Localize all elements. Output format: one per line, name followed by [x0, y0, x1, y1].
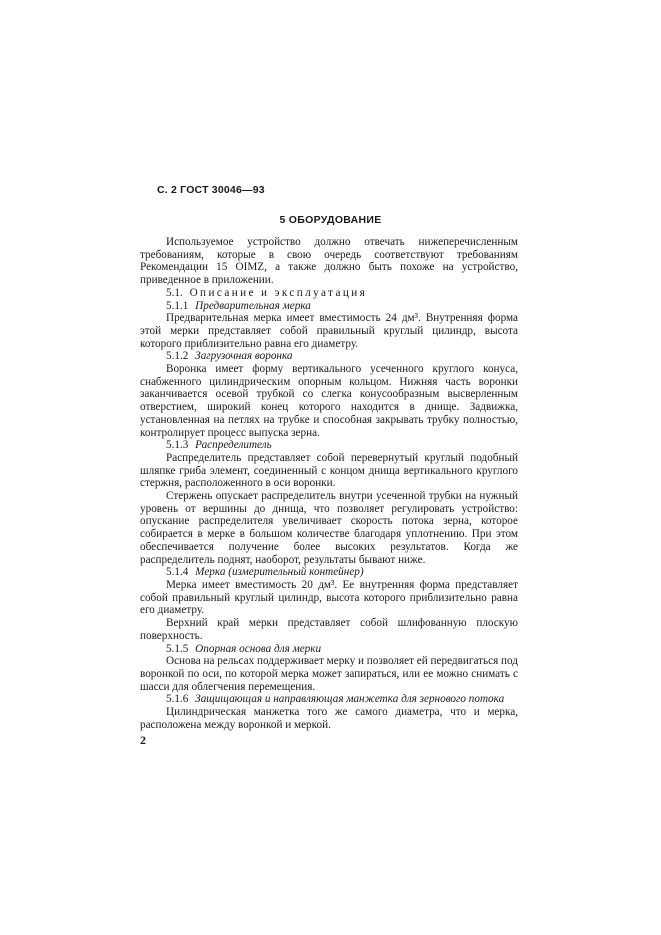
subsection-title: Предварительная мерка: [195, 299, 311, 312]
subsection-number: 5.1.4: [166, 566, 189, 579]
subsection-number: 5.1.2: [166, 350, 189, 363]
subsection-title: Распределитель: [195, 439, 272, 452]
subsection-title: Загрузочная воронка: [195, 350, 293, 363]
subsection-5-1: [140, 287, 518, 300]
paragraph-5-1-4-a: Мерка имеет вместимость 20 дм³. Ее внутренняя форма представляет собой правильный круглый цилиндр, высота которого приблизительно равна его диаметру.: [140, 578, 518, 617]
subsection-title: Описание и эксплуатация: [189, 286, 368, 299]
paragraph-5-1-4-b: Верхний край мерки представляет собой шлифованную плоскую поверхность.: [140, 617, 518, 642]
subsection-number: 5.1.6: [166, 693, 189, 706]
paragraph-5-1-3-a: Распределитель представляет собой перевернутый круглый подобный шляпке гриба элемент, соединенный с концом днища вертикального круглого стержня, расположенного в оси воронки.: [140, 451, 518, 490]
subsection-5-1-2: [140, 350, 518, 363]
paragraph-5-1-6: Цилиндрическая манжетка того же самого диаметра, что и мерка, расположена между воронкой и меркой.: [140, 706, 518, 731]
paragraph-5-1-5: Основа на рельсах поддерживает мерку и позволяет ей передвигаться под воронкой по оси, по которой мерка может запираться, или ее можно снимать с шасси для облегчения перемещения.: [140, 655, 518, 693]
page-number: 2: [140, 733, 146, 747]
subsection-title: Мерка (измерительный контейнер): [195, 566, 364, 579]
subsection-5-1-6: [140, 693, 518, 706]
subsection-number: 5.1.: [166, 286, 183, 299]
subsection-title: Опорная основа для мерки: [195, 642, 322, 655]
subsection-5-1-3: [140, 439, 518, 452]
subsection-number: 5.1.5: [166, 642, 189, 655]
section-title: 5 ОБОРУДОВАНИЕ: [279, 214, 382, 226]
paragraph-5-1-1: Предварительная мерка имеет вместимость 24 дм³. Внутренняя форма этой мерки представляет собой правильный круглый цилиндр, высота которого приблизительно равна его диаметру.: [140, 312, 518, 350]
paragraph-5-1-2: Воронка имеет форму вертикального усеченного круглого конуса, снабженного цилиндрическим опорным кольцом. Нижняя часть воронки заканчивается осевой трубкой со слегка конусообразным высверленным отверстием, широкий конец которого находится в днище. Задвижка, установленная на петлях на трубке и способная закрывать трубку полностью, контролирует процесс выпуска зерна.: [140, 363, 518, 439]
page-header: С. 2 ГОСТ 30046—93: [157, 184, 265, 196]
subsection-number: 5.1.1: [166, 299, 189, 312]
subsection-title: Защищающая и направляющая манжетка для зернового потока: [195, 693, 505, 706]
subsection-number: 5.1.3: [166, 439, 189, 452]
subsection-5-1-5: [140, 643, 518, 656]
intro-paragraph: Используемое устройство должно отвечать нижеперечисленным требованиям, которые в свою очередь соответствуют требованиям Рекомендации 15 OIMZ, а также должно быть похоже на устройство, приведенное в приложении.: [140, 236, 518, 287]
subsection-5-1-1: [140, 300, 518, 313]
body-text: [140, 236, 518, 731]
paragraph-5-1-3-b: Стержень опускает распределитель внутри усеченной трубки на нужный уровень от вершины до днища, что позволяет регулировать устройство: опускание распределителя увеличивает скорость потока зерна, которое собирается в мерке в большом количестве благодаря уплотнению. При этом обеспечивается получение более высоких результатов. Когда же распределитель поднят, наоборот, результаты бывают ниже.: [140, 490, 518, 566]
subsection-5-1-4: [140, 566, 518, 579]
